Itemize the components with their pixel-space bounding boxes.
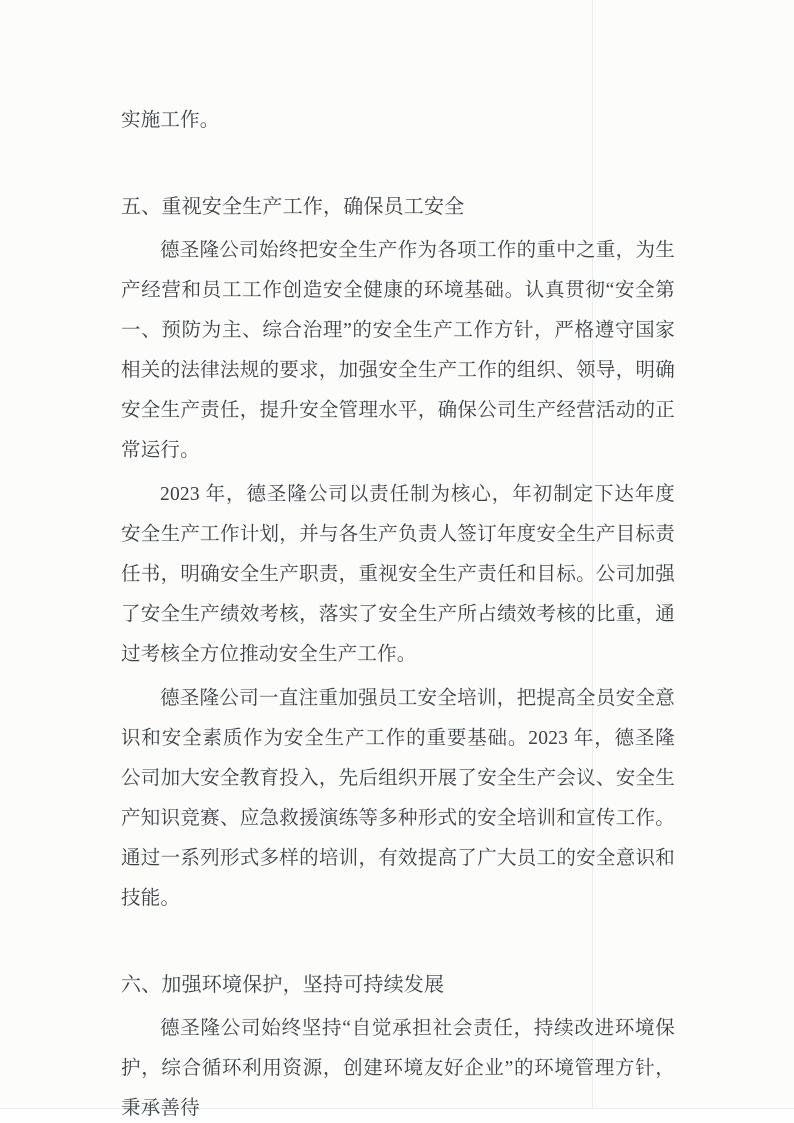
section-5-heading: 五、重视安全生产工作，确保员工安全 [121, 196, 465, 218]
page-content [121, 101, 675, 1123]
section-6-paragraph-1: 德圣隆公司始终坚持“自觉承担社会责任，持续改进环境保护，综合循环利用资源，创建环境友好企业”的环境管理方针，秉承善待 [121, 1018, 675, 1119]
section-5-paragraph-1: 德圣隆公司始终把安全生产作为各项工作的重中之重，为生产经营和员工工作创造安全健康的环境基础。认真贯彻“安全第一、预防为主、综合治理”的安全生产工作方针，严格遵守国家相关的法律法规的要求，加强安全生产工作的组织、领导，明确安全生产责任，提升安全管理水平，确保公司生产经营活动的正常运行。 [121, 240, 675, 461]
paragraph-continuation: 实施工作。 [121, 110, 220, 131]
section-6-heading: 六、加强环境保护，坚持可持续发展 [121, 974, 445, 996]
section-5-paragraph-3: 德圣隆公司一直注重加强员工安全培训，把提高全员安全意识和安全素质作为安全生产工作的重要基础。2023 年，德圣隆公司加大安全教育投入，先后组织开展了安全生产会议、安全生产知识竞赛、应急救援演练等多种形式的安全培训和宣传工作。通过一系列形式多样的培训，有效提高了广大员工的安全意识和技能。 [121, 688, 675, 909]
section-5-paragraph-2: 2023 年，德圣隆公司以责任制为核心，年初制定下达年度安全生产工作计划，并与各生产负责人签订年度安全生产目标责任书，明确安全生产职责，重视安全生产责任和目标。公司加强了安全生产绩效考核，落实了安全生产所占绩效考核的比重，通过考核全方位推动安全生产工作。 [121, 484, 675, 665]
